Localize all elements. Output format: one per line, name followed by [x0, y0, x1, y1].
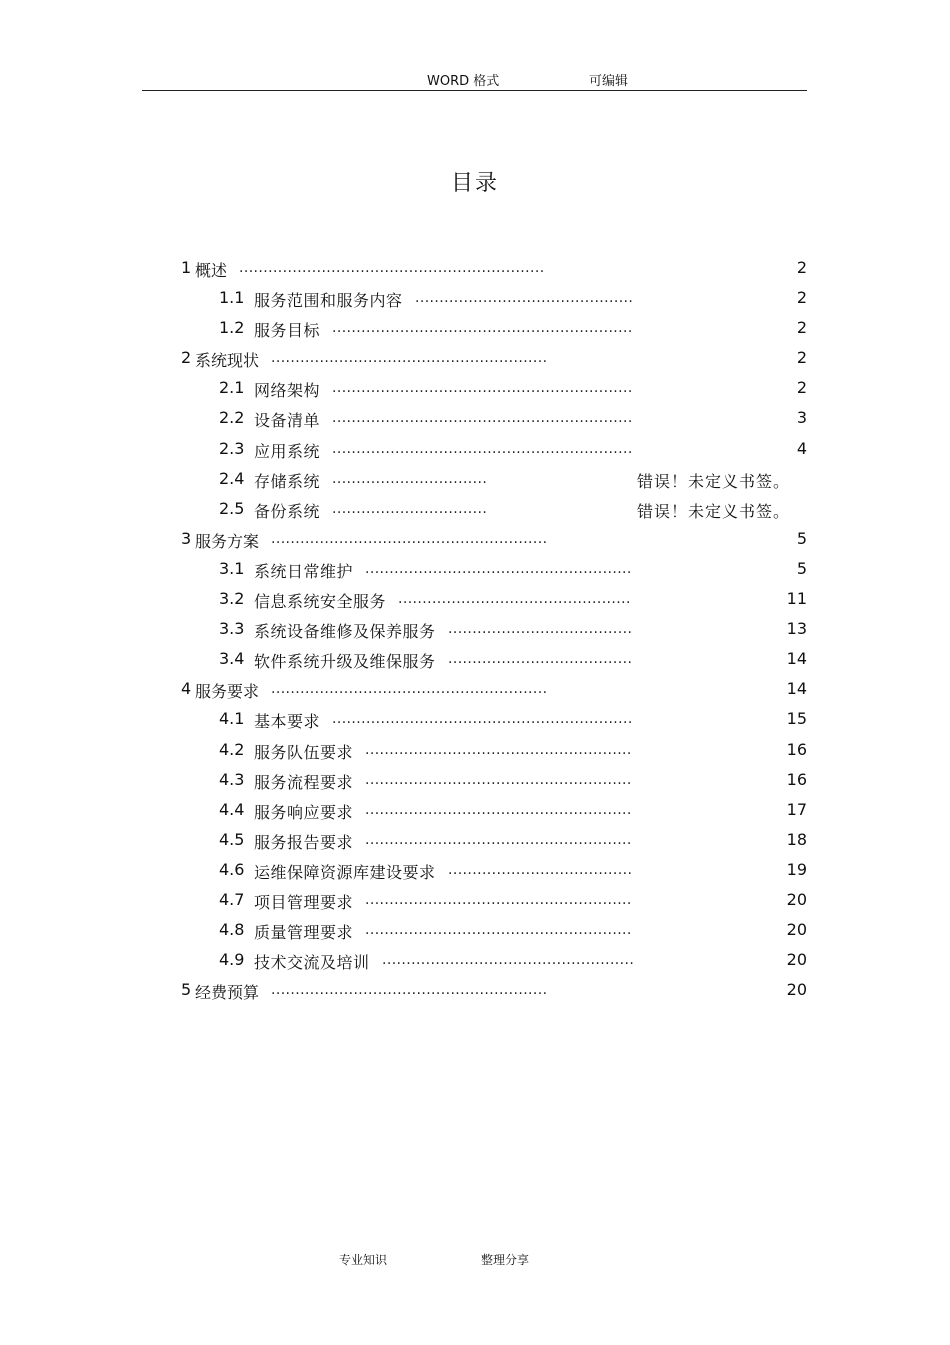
toc-entry-label: 网络架构	[254, 381, 321, 401]
toc-entry-label: 服务队伍要求	[254, 742, 354, 762]
toc-entry-label: 概述	[195, 261, 228, 280]
toc-entry-number: 2.5	[219, 498, 245, 518]
toc-entry-page: 4	[796, 438, 807, 458]
toc-entry-number: 2.4	[219, 468, 245, 488]
toc-dot-leader: .......................................................	[365, 801, 632, 818]
header-editable-label: 可编辑	[589, 74, 629, 89]
toc-entry-number: 3.1	[219, 558, 245, 578]
toc-entry-page: 20	[786, 980, 807, 1000]
toc-entry-label: 质量管理要求	[254, 923, 354, 943]
toc-entry-number: 4.3	[219, 769, 245, 789]
toc-dot-leader: ................................	[332, 500, 488, 517]
toc-entry-label: 软件系统升级及维保服务	[254, 652, 436, 672]
toc-entry-number: 3	[181, 528, 192, 548]
toc-entry-label: 运维保障资源库建设要求	[254, 862, 436, 882]
toc-entry-page: 错误！未定义书签。	[636, 501, 790, 521]
toc-dot-leader: .......................................................	[365, 831, 632, 848]
toc-dot-leader: ....................................................	[382, 952, 635, 969]
toc-entry-number: 4.1	[219, 709, 245, 729]
toc-entry[interactable]	[0, 824, 950, 854]
toc-entry-number: 4.8	[219, 920, 245, 940]
toc-entry[interactable]	[0, 794, 950, 824]
toc-entry-label: 服务范围和服务内容	[254, 291, 403, 311]
toc-dot-leader: .............................................	[415, 290, 634, 307]
page-title: 目录	[450, 171, 499, 196]
toc-entry[interactable]	[0, 914, 950, 944]
toc-dot-leader: ..............................................................	[332, 380, 633, 397]
toc-dot-leader: ................................	[332, 470, 488, 487]
toc-entry[interactable]	[0, 613, 950, 643]
toc-entry[interactable]	[0, 433, 950, 463]
toc-entry-number: 4.6	[219, 859, 245, 879]
toc-entry-number: 4	[181, 679, 192, 699]
toc-entry-number: 3.3	[219, 619, 245, 639]
toc-entry[interactable]	[0, 734, 950, 764]
toc-entry-page: 5	[796, 558, 807, 578]
toc-entry-page: 5	[796, 528, 807, 548]
toc-entry-number: 4.9	[219, 950, 245, 970]
toc-entry-page: 20	[786, 920, 807, 940]
toc-dot-leader: ......................................	[448, 651, 633, 668]
footer-left-text: 专业知识	[339, 1253, 388, 1267]
toc-entry[interactable]	[0, 402, 950, 432]
toc-entry[interactable]	[0, 252, 950, 282]
toc-entry-page: 14	[786, 649, 807, 669]
toc-entry-number: 2.2	[219, 408, 245, 428]
toc-dot-leader: ..............................................................	[332, 320, 633, 337]
toc-entry[interactable]	[0, 312, 950, 342]
toc-entry-label: 服务方案	[195, 531, 260, 551]
toc-entry-number: 1.1	[219, 288, 245, 308]
toc-entry-label: 服务响应要求	[254, 802, 354, 822]
toc-entry-page: 2	[796, 288, 807, 308]
toc-dot-leader: ......................................	[448, 861, 633, 878]
toc-entry[interactable]	[0, 974, 950, 1004]
toc-entry-page: 20	[786, 950, 807, 970]
toc-dot-leader: ..............................................................	[332, 440, 633, 457]
toc-entry-number: 2	[181, 348, 192, 368]
toc-entry-label: 服务目标	[254, 321, 321, 341]
toc-entry-number: 5	[181, 980, 192, 1000]
toc-entry-label: 信息系统安全服务	[254, 592, 387, 612]
toc-entry-number: 4.2	[219, 739, 245, 759]
toc-entry-label: 服务流程要求	[254, 772, 354, 792]
toc-entry-page: 2	[796, 378, 807, 398]
toc-entry-label: 服务要求	[195, 682, 260, 702]
toc-entry-label: 存储系统	[254, 471, 321, 491]
toc-entry-page: 错误！未定义书签。	[636, 471, 790, 491]
toc-entry-page: 16	[786, 769, 807, 789]
toc-entry-page: 11	[786, 589, 807, 609]
toc-dot-leader: .......................................................	[365, 741, 632, 758]
toc-dot-leader: ..............................................................	[332, 711, 633, 728]
toc-entry-label: 应用系统	[254, 441, 321, 461]
toc-entry-label: 项目管理要求	[254, 892, 354, 912]
toc-entry-label: 经费预算	[195, 983, 260, 1003]
toc-dot-leader: .......................................................	[365, 560, 632, 577]
toc-entry-page: 2	[796, 348, 807, 368]
footer-right-text: 整理分享	[481, 1253, 530, 1267]
toc-entry-label: 系统日常维护	[254, 561, 354, 581]
toc-entry[interactable]	[0, 764, 950, 794]
toc-dot-leader: ..............................................................	[332, 410, 633, 427]
toc-entry-page: 16	[786, 739, 807, 759]
toc-entry-page: 15	[786, 709, 807, 729]
toc-entry-page: 14	[786, 679, 807, 699]
toc-entry[interactable]	[0, 282, 950, 312]
toc-entry-label: 备份系统	[254, 501, 321, 521]
toc-entry[interactable]	[0, 553, 950, 583]
toc-entry[interactable]	[0, 372, 950, 402]
toc-entry[interactable]	[0, 703, 950, 733]
toc-dot-leader: ......................................	[448, 621, 633, 638]
page-header	[142, 68, 807, 91]
toc-entry[interactable]	[0, 342, 950, 372]
toc-entry-number: 1	[181, 258, 192, 277]
toc-entry[interactable]	[0, 493, 950, 523]
toc-entry-page: 2	[796, 258, 807, 277]
toc-entry-label: 系统现状	[195, 351, 260, 371]
toc-dot-leader: .........................................................	[271, 982, 548, 999]
toc-entry-number: 2.3	[219, 438, 245, 458]
toc-dot-leader: .......................................................	[365, 771, 632, 788]
toc-entry[interactable]	[0, 854, 950, 884]
toc-entry-page: 2	[796, 318, 807, 338]
table-of-contents	[0, 252, 950, 1004]
toc-entry[interactable]	[0, 884, 950, 914]
toc-dot-leader: .......................................................	[365, 922, 632, 939]
toc-entry[interactable]	[0, 944, 950, 974]
toc-entry-label: 基本要求	[254, 712, 321, 732]
toc-entry-page: 19	[786, 859, 807, 879]
toc-entry-page: 3	[796, 408, 807, 428]
toc-entry-number: 3.2	[219, 589, 245, 609]
toc-entry-number: 3.4	[219, 649, 245, 669]
toc-entry[interactable]	[0, 673, 950, 703]
toc-entry-number: 4.4	[219, 799, 245, 819]
toc-entry-number: 4.7	[219, 889, 245, 909]
toc-entry-label: 技术交流及培训	[254, 953, 370, 973]
toc-dot-leader: .......................................................	[365, 891, 632, 908]
toc-entry[interactable]	[0, 463, 950, 493]
toc-entry-label: 系统设备维修及保养服务	[254, 622, 436, 642]
toc-dot-leader: .........................................................	[271, 530, 548, 547]
toc-entry-number: 4.5	[219, 829, 245, 849]
toc-dot-leader: .........................................................	[271, 681, 548, 698]
toc-entry[interactable]	[0, 643, 950, 673]
toc-dot-leader: ................................................	[398, 591, 631, 608]
header-format-label: WORD 格式	[427, 74, 500, 89]
toc-dot-leader: .........................................................	[271, 350, 548, 367]
toc-entry-label: 设备清单	[254, 411, 321, 431]
toc-dot-leader: ...............................................................	[239, 260, 545, 276]
toc-entry-number: 1.2	[219, 318, 245, 338]
toc-entry-label: 服务报告要求	[254, 832, 354, 852]
toc-entry-page: 18	[786, 829, 807, 849]
toc-entry-number: 2.1	[219, 378, 245, 398]
toc-entry[interactable]	[0, 583, 950, 613]
toc-entry-page: 17	[786, 799, 807, 819]
toc-entry-page: 20	[786, 889, 807, 909]
toc-entry-page: 13	[786, 619, 807, 639]
toc-entry[interactable]	[0, 523, 950, 553]
